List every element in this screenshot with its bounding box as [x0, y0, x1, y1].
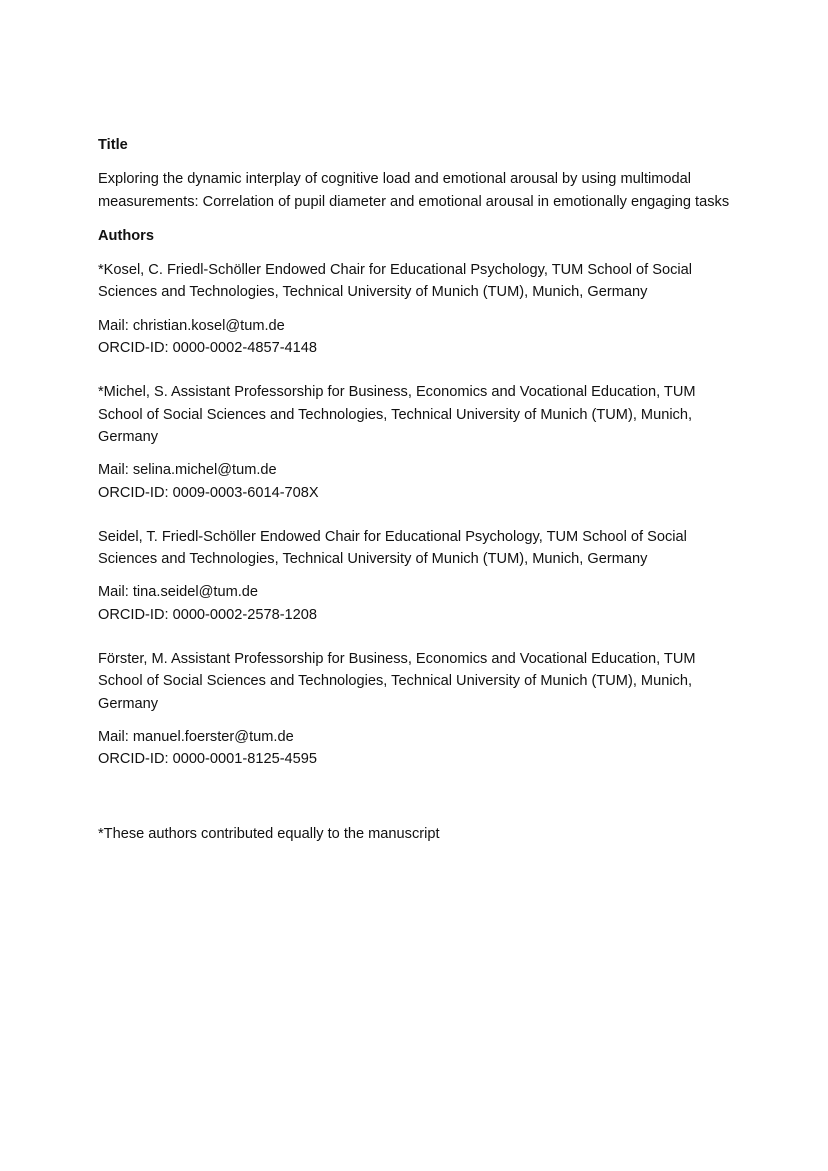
- author-affiliation: *Kosel, C. Friedl-Schöller Endowed Chair for Educational Psychology, TUM School of Social Sciences and Technologies, Technical University of Munich (TUM), Munich, Germany: [98, 262, 693, 301]
- author-affiliation: Förster, M. Assistant Professorship for Business, Economics and Vocational Education, TUM School of Social Sciences and Technologies, Technical University of Munich (TUM), Munich, Germany: [98, 651, 696, 712]
- author-block: [98, 259, 738, 359]
- author-orcid: ORCID-ID: 0000-0002-2578-1208: [98, 606, 318, 623]
- author-contact: [98, 581, 738, 626]
- author-mail: Mail: christian.kosel@tum.de: [98, 317, 285, 334]
- author-contact: [98, 315, 738, 360]
- author-mail: Mail: tina.seidel@tum.de: [98, 584, 259, 601]
- author-contact: [98, 459, 738, 504]
- author-block: [98, 381, 738, 503]
- author-orcid: ORCID-ID: 0000-0002-4857-4148: [98, 340, 318, 357]
- author-orcid: ORCID-ID: 0000-0001-8125-4595: [98, 751, 318, 768]
- title-page: [98, 134, 738, 845]
- authors-heading: Authors: [98, 227, 154, 244]
- title-heading: Title: [98, 137, 128, 153]
- author-contact: [98, 726, 738, 771]
- paper-title: Exploring the dynamic interplay of cognitive load and emotional arousal by using multimodal measurements: Correlation of pupil diameter and emotional arousal in emotionally engaging tasks: [98, 171, 730, 210]
- equal-contribution-footnote: *These authors contributed equally to the manuscript: [98, 825, 440, 842]
- author-affiliation: *Michel, S. Assistant Professorship for Business, Economics and Vocational Education, TUM School of Social Sciences and Technologies, Technical University of Munich (TUM), Munich, Germany: [98, 384, 696, 445]
- author-mail: Mail: manuel.foerster@tum.de: [98, 728, 294, 745]
- author-block: [98, 526, 738, 626]
- author-block: [98, 648, 738, 770]
- author-mail: Mail: selina.michel@tum.de: [98, 462, 277, 479]
- author-orcid: ORCID-ID: 0009-0003-6014-708X: [98, 484, 319, 501]
- author-affiliation: Seidel, T. Friedl-Schöller Endowed Chair for Educational Psychology, TUM School of Social Sciences and Technologies, Technical University of Munich (TUM), Munich, Germany: [98, 528, 687, 568]
